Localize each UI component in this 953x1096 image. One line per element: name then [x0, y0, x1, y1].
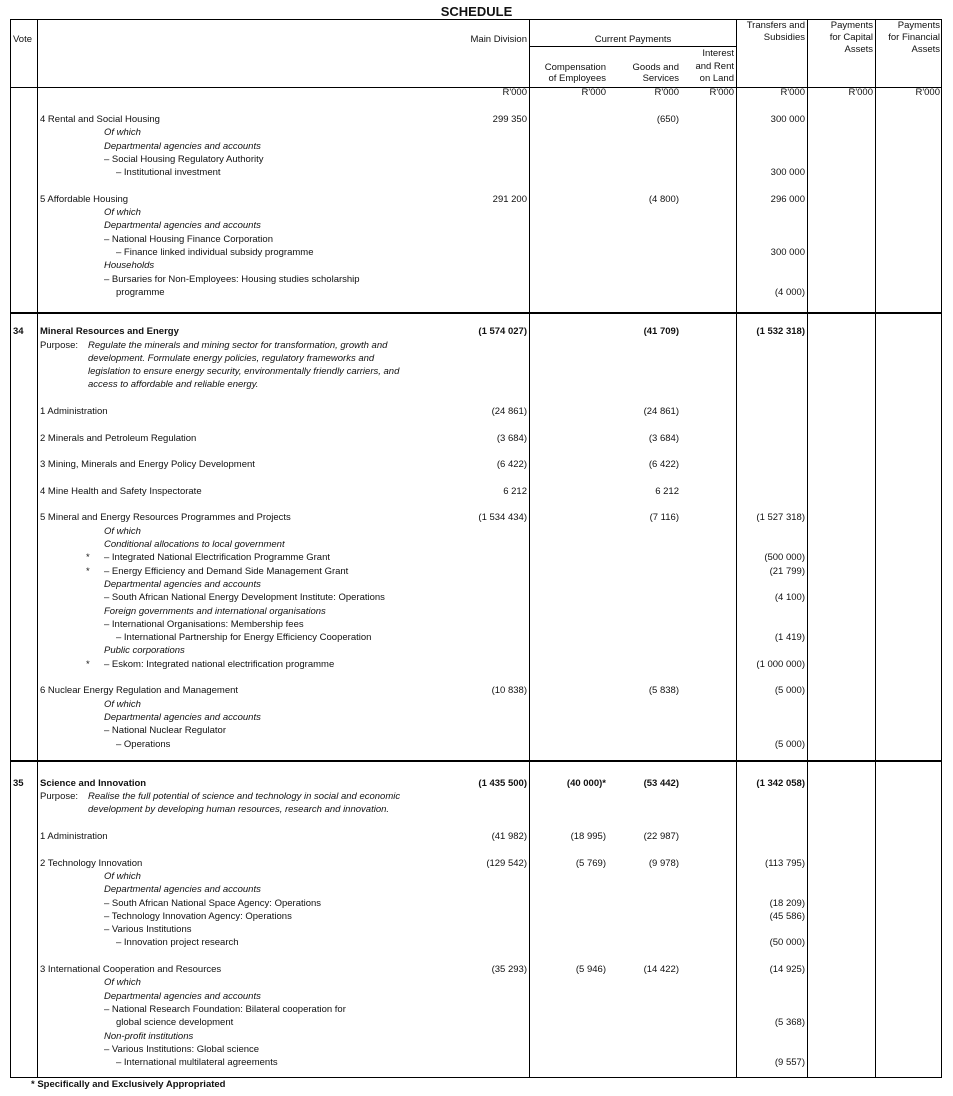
row-label: – International Organisations: Membership fees [104, 618, 304, 630]
table-row [0, 578, 953, 591]
cell-trans: (113 795) [765, 857, 805, 869]
table-row [0, 193, 953, 206]
table-row [0, 113, 953, 126]
footnote-star: * [31, 1079, 35, 1090]
table-row [0, 166, 953, 179]
row-label: 4 Rental and Social Housing [40, 114, 160, 125]
row-label: 6 Nuclear Energy Regulation and Management [40, 685, 239, 697]
header-goods-line2: Services [642, 73, 679, 84]
cell-trans: (45 586) [769, 910, 805, 922]
header-transfers-line1: Transfers and [746, 20, 805, 31]
row-label: 2 Minerals and Petroleum Regulation [40, 432, 197, 444]
table-row [0, 405, 953, 418]
appropriation-star: * [86, 658, 90, 670]
table-row [0, 458, 953, 471]
row-label: 1 Administration [40, 406, 108, 417]
cell-goods: (3 684) [648, 432, 679, 444]
cell-trans: (14 925) [769, 964, 805, 975]
row-label: – Operations [116, 738, 171, 750]
table-row [0, 1043, 953, 1056]
row-label: – Finance linked individual subsidy programme [116, 247, 314, 258]
row-label: 4 Mine Health and Safety Inspectorate [40, 485, 202, 497]
row-label: Foreign governments and international organisations [104, 605, 326, 617]
header-capital-line2: for Capital [829, 32, 873, 43]
table-row [0, 883, 953, 896]
table-row [0, 538, 953, 551]
cell-goods: (22 987) [643, 831, 679, 842]
header-interest-line3: on Land [699, 73, 734, 84]
cell-trans: 300 000 [770, 247, 805, 258]
row-label: – National Research Foundation: Bilateral cooperation for [104, 1003, 346, 1015]
table-row [0, 551, 953, 564]
cell-comp: (5 946) [575, 964, 606, 975]
row-label: – South African National Energy Development Institute: Operations [104, 592, 385, 604]
row-label: 5 Affordable Housing [40, 193, 129, 205]
header-compensation-line2: of Employees [548, 73, 606, 84]
table-row [0, 233, 953, 246]
table-row [0, 325, 953, 338]
cell-main: (1 574 027) [478, 326, 527, 338]
row-label: Of which [104, 525, 141, 537]
cell-main: (35 293) [491, 964, 527, 975]
cell-main: 299 350 [492, 114, 527, 125]
cell-goods: (41 709) [643, 326, 679, 338]
row-label: Non-profit institutions [104, 1030, 194, 1042]
table-row [0, 857, 953, 870]
table-row [0, 738, 953, 751]
table-row [0, 365, 953, 378]
table-row [0, 923, 953, 936]
cell-goods: (4 800) [648, 193, 679, 205]
cell-trans: (9 557) [774, 1057, 805, 1069]
table-row [0, 830, 953, 843]
cell-trans: 300 000 [770, 114, 805, 125]
table-row [0, 352, 953, 365]
row-label: programme [116, 286, 165, 298]
table-row [0, 803, 953, 816]
table-row [0, 273, 953, 286]
cell-main: (129 542) [486, 857, 527, 869]
header-compensation-line1: Compensation [544, 62, 606, 73]
cell-goods: (6 422) [648, 459, 679, 471]
row-label: – South African National Space Agency: Operations [104, 897, 322, 909]
table-row [0, 777, 953, 790]
row-label: Of which [104, 207, 141, 219]
cell-goods: (650) [656, 114, 679, 125]
cell-main: (3 684) [496, 432, 527, 444]
header-capital-line3: Assets [844, 44, 873, 55]
cell-trans: (1 419) [774, 632, 805, 644]
table-row [0, 1016, 953, 1029]
purpose-text: Realise the full potential of science and technology in social and economic [88, 791, 401, 803]
table-row [0, 698, 953, 711]
header-interest-line1: Interest [702, 48, 734, 59]
footnote-text: Specifically and Exclusively Appropriated [37, 1079, 226, 1090]
table-row [0, 511, 953, 524]
cell-trans: (50 000) [769, 937, 805, 949]
cell-comp: (18 995) [570, 831, 606, 842]
cell-goods: (14 422) [643, 964, 679, 975]
table-row [0, 1003, 953, 1016]
header-current-payments: Current Payments [594, 34, 672, 45]
row-label: Purpose: [40, 791, 79, 803]
unit-capital: R'000 [848, 87, 873, 98]
row-label: – International multilateral agreements [116, 1057, 278, 1069]
cell-goods: 6 212 [655, 485, 679, 497]
unit-financial: R'000 [915, 87, 940, 98]
table-row [0, 565, 953, 578]
header-vote: Vote [13, 34, 33, 45]
cell-main: (24 861) [491, 406, 527, 417]
row-label: legislation to ensure energy security, environmentally friendly carriers, and [88, 366, 400, 378]
row-label: – Institutional investment [116, 167, 221, 179]
row-label: – Innovation project research [116, 937, 239, 949]
header-main-division: Main Division [470, 34, 527, 45]
table-row [0, 897, 953, 910]
cell-goods: (53 442) [643, 777, 679, 789]
row-label: Mineral Resources and Energy [40, 326, 179, 338]
cell-trans: (5 000) [774, 685, 805, 697]
cell-trans: (1 532 318) [756, 326, 805, 338]
row-label: 2 Technology Innovation [40, 857, 143, 869]
vote-number: 35 [13, 777, 24, 789]
table-row [0, 618, 953, 631]
row-label: Of which [104, 870, 141, 882]
header-goods-line1: Goods and [632, 62, 679, 73]
appropriation-star: * [86, 565, 90, 577]
cell-main: 6 212 [503, 485, 527, 497]
cell-trans: (1 527 318) [756, 512, 805, 524]
row-label: Purpose: [40, 339, 79, 351]
table-row [0, 219, 953, 232]
table-row [0, 259, 953, 272]
table-row [0, 246, 953, 259]
row-label: access to affordable and reliable energy. [88, 379, 259, 391]
row-label: Households [104, 260, 155, 272]
table-row [0, 658, 953, 671]
row-label: Of which [104, 698, 141, 710]
cell-main: (1 435 500) [478, 777, 527, 789]
cell-trans: 296 000 [770, 193, 805, 205]
table-row [0, 990, 953, 1003]
table-row [0, 644, 953, 657]
unit-transfers: R'000 [780, 87, 805, 98]
table-row [0, 605, 953, 618]
cell-trans: (500 000) [764, 552, 805, 564]
table-row [0, 206, 953, 219]
cell-trans: (5 000) [774, 738, 805, 750]
table-row [0, 790, 953, 803]
table-row [0, 153, 953, 166]
table-row [0, 140, 953, 153]
cell-goods: (24 861) [643, 406, 679, 417]
row-label: – Eskom: Integrated national electrification programme [104, 658, 335, 670]
row-label: Departmental agencies and accounts [104, 220, 261, 232]
row-label: – Energy Efficiency and Demand Side Management Grant [104, 565, 349, 577]
row-label: Departmental agencies and accounts [104, 990, 261, 1002]
table-row [0, 870, 953, 883]
row-label: – Social Housing Regulatory Authority [104, 153, 264, 165]
row-label: 1 Administration [40, 831, 108, 842]
footnote [31, 1079, 225, 1090]
table-row [0, 963, 953, 976]
row-label: 3 Mining, Minerals and Energy Policy Development [40, 459, 255, 471]
cell-trans: (18 209) [769, 897, 805, 909]
cell-trans: (1 000 000) [756, 658, 805, 670]
row-label: Of which [104, 977, 141, 989]
row-label: Departmental agencies and accounts [104, 578, 261, 590]
row-label: – Various Institutions: Global science [104, 1043, 260, 1055]
appropriation-star: * [86, 552, 90, 564]
cell-trans: (4 100) [774, 592, 805, 604]
header-transfers-line2: Subsidies [763, 32, 805, 43]
cell-trans: 300 000 [770, 167, 805, 179]
header-interest-line2: and Rent [695, 61, 734, 72]
header-financial-line2: for Financial [888, 32, 940, 43]
header-financial-line3: Assets [911, 44, 940, 55]
cell-main: (6 422) [496, 459, 527, 471]
row-label: Conditional allocations to local government [104, 539, 285, 550]
table-row [0, 631, 953, 644]
header-financial-line1: Payments [897, 20, 940, 31]
table-row [0, 126, 953, 139]
table-row [0, 485, 953, 498]
unit-comp: R'000 [581, 87, 606, 98]
table-row [0, 684, 953, 697]
table-row [0, 339, 953, 352]
table-row [0, 525, 953, 538]
table-row [0, 286, 953, 299]
row-label: Departmental agencies and accounts [104, 140, 261, 152]
cell-main: (41 982) [491, 831, 527, 842]
cell-goods: (7 116) [649, 512, 679, 524]
unit-interest: R'000 [709, 87, 734, 98]
unit-goods: R'000 [654, 87, 679, 98]
page-title: SCHEDULE [440, 4, 513, 19]
cell-goods: (9 978) [648, 857, 679, 869]
row-label: 5 Mineral and Energy Resources Programmes and Projects [40, 512, 291, 524]
cell-trans: (4 000) [774, 286, 805, 298]
row-label: – Technology Innovation Agency: Operations [104, 910, 292, 922]
cell-comp: (5 769) [575, 857, 606, 869]
row-label: 3 International Cooperation and Resources [40, 964, 222, 975]
table-row [0, 378, 953, 391]
purpose-text: Regulate the minerals and mining sector for transformation, growth and [88, 339, 388, 351]
row-label: global science development [116, 1017, 234, 1029]
row-label: Departmental agencies and accounts [104, 711, 261, 723]
row-label: – International Partnership for Energy Efficiency Cooperation [116, 632, 372, 644]
cell-goods: (5 838) [648, 685, 679, 697]
table-row [0, 432, 953, 445]
row-label: – Integrated National Electrification Programme Grant [104, 552, 330, 564]
row-label: – National Housing Finance Corporation [104, 233, 273, 245]
row-label: Public corporations [104, 645, 185, 657]
cell-main: 291 200 [492, 193, 527, 205]
table-row [0, 711, 953, 724]
table-row [0, 591, 953, 604]
table-row [0, 976, 953, 989]
row-label: development by developing human resources, research and innovation. [88, 804, 390, 816]
cell-comp: (40 000)* [566, 777, 606, 789]
table-row [0, 724, 953, 737]
unit-main: R'000 [502, 87, 527, 98]
cell-trans: (1 342 058) [756, 777, 805, 789]
cell-trans: (5 368) [774, 1017, 805, 1029]
cell-main: (1 534 434) [478, 512, 527, 524]
row-label: development. Formulate energy policies, regulatory frameworks and [88, 352, 375, 364]
cell-main: (10 838) [491, 685, 527, 697]
row-label: – Various Institutions [104, 924, 192, 936]
table-row [0, 1030, 953, 1043]
header-capital-line1: Payments [830, 20, 873, 31]
table-row [0, 1056, 953, 1069]
row-label: – National Nuclear Regulator [104, 725, 226, 737]
row-label: Of which [104, 127, 141, 139]
cell-trans: (21 799) [769, 565, 805, 577]
vote-number: 34 [13, 326, 24, 338]
table-row [0, 936, 953, 949]
row-label: – Bursaries for Non-Employees: Housing studies scholarship [104, 273, 360, 285]
table-row [0, 910, 953, 923]
row-label: Science and Innovation [40, 777, 147, 789]
row-label: Departmental agencies and accounts [104, 884, 261, 896]
